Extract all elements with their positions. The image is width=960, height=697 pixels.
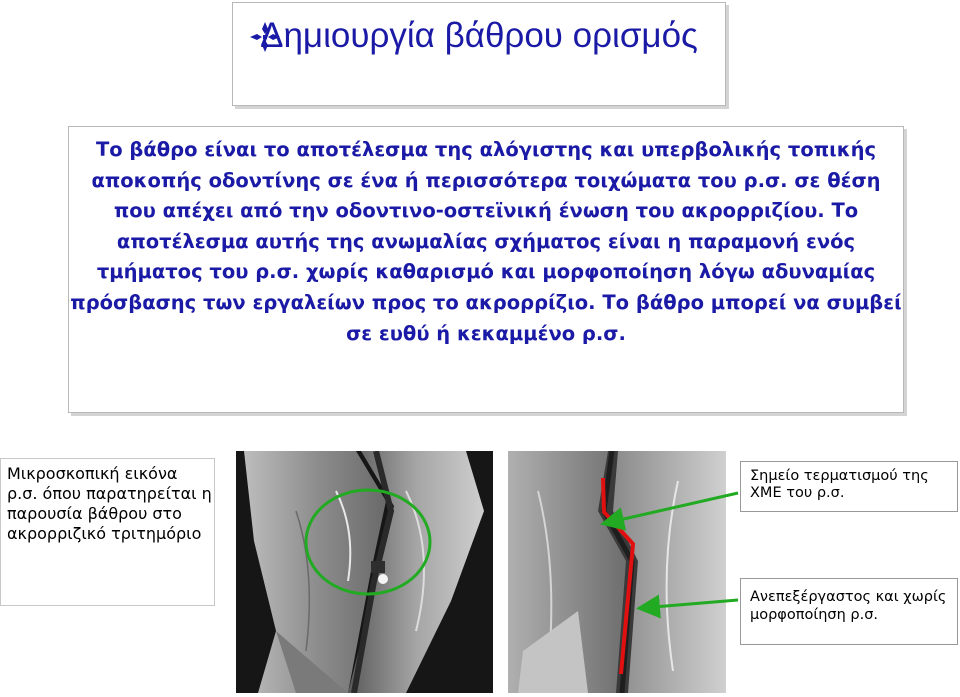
callout-unprepared-canal xyxy=(740,578,958,645)
callout-unprepared-text: Ανεπεξέργαστος και χωρίς μορφοποίηση ρ.σ. xyxy=(750,589,947,623)
image-caption: Μικροσκοπική εικόνα ρ.σ. όπου παρατηρείται η παρουσία βάθρου στο ακρορριζικό τριτημόριο xyxy=(7,464,212,543)
micrograph-ledge-detail xyxy=(508,451,726,693)
callout-termination-point xyxy=(740,461,958,512)
definition-box xyxy=(68,126,904,413)
image-caption-box xyxy=(0,458,215,606)
callout-termination-text: Σημείο τερματισμού της ΧΜΕ του ρ.σ. xyxy=(750,468,929,501)
page-title: Δημιουργία βάθρου ορισμός xyxy=(260,16,698,55)
definition-text: Το βάθρο είναι το αποτέλεσμα της αλόγιστης και υπερβολικής τοπικής αποκοπής οδοντίνης σε ένα ή περισσότερα τοιχώματα του ρ.σ. σε θέση που απέχει από την οδοντινο-οστεϊνική ένωση του ακρορριζίου. Το αποτέλεσμα αυτής της ανωμαλίας σχήματος είναι η παραμονή ενός τμήματος του ρ.σ. χωρίς καθαρισμό και μορφοποίηση λόγω αδυναμίας πρόσβασης των εργαλείων προς το ακρορρίζιο. Το βάθρο μπορεί να συμβεί σε ευθύ ή κεκαμμένο ρ.σ. xyxy=(70,138,902,345)
micrograph-ledge-overview xyxy=(236,451,493,693)
title-box xyxy=(232,2,726,106)
